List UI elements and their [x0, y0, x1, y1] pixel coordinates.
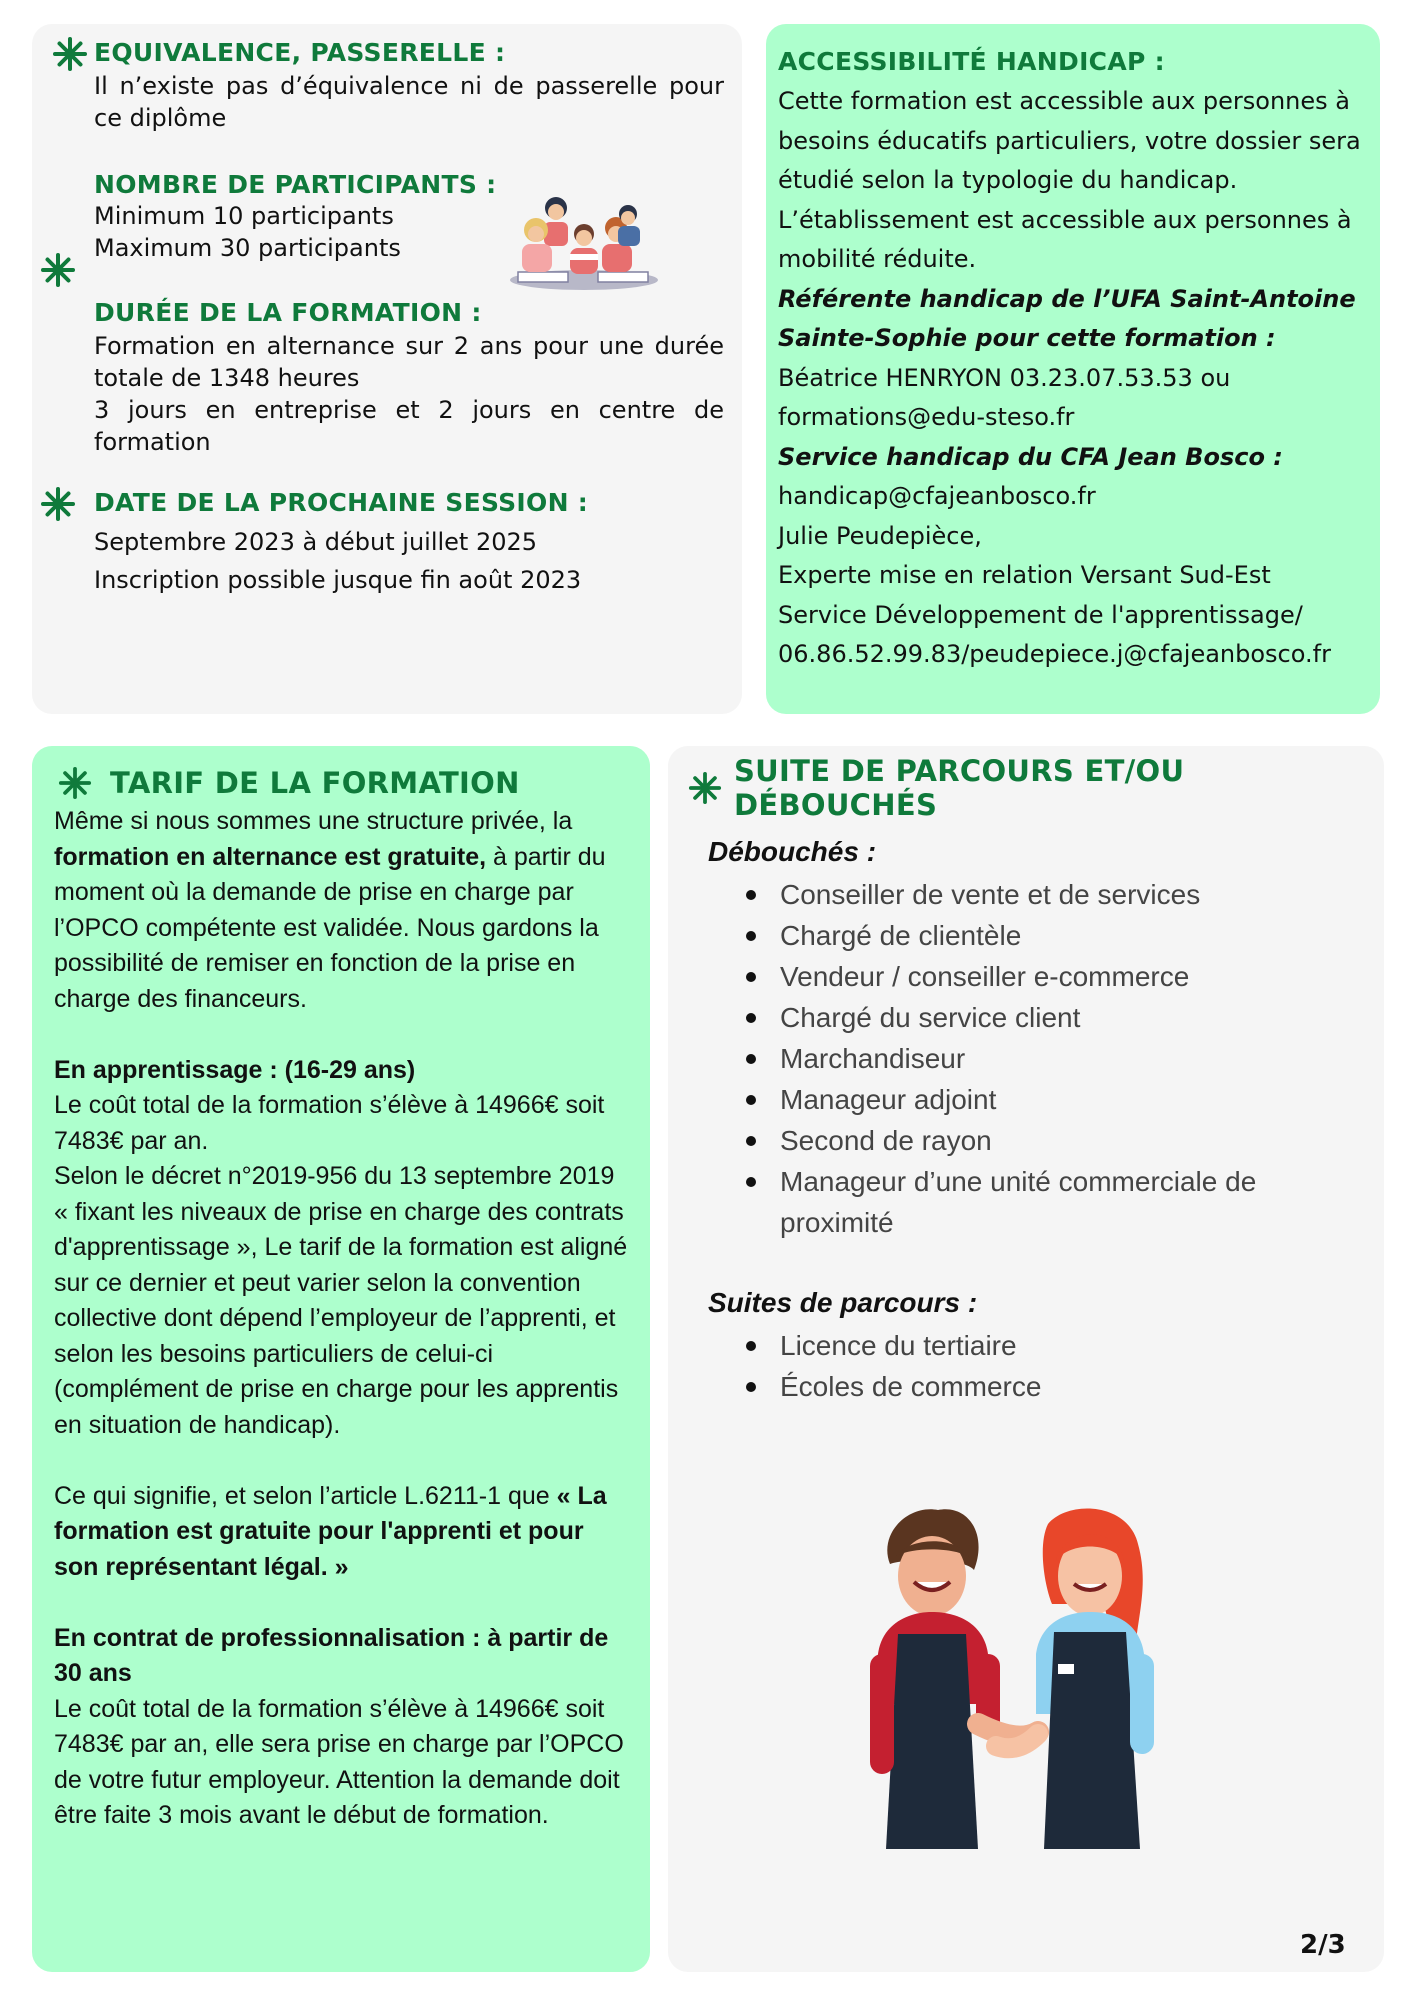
- suite-card: [668, 746, 1384, 1972]
- apprentissage-cost: Le coût total de la formation s’élève à 14966€ soit 7483€ par an.: [54, 1091, 605, 1155]
- sellers-illustration: [868, 1504, 1158, 1849]
- article-text-a: Ce qui signifie, et selon l’article L.6211-1 que: [54, 1481, 557, 1510]
- list-item: Manageur d’une unité commerciale de proximité: [746, 1161, 1364, 1243]
- tarif-intro-a: Même si nous sommes une structure privée, la: [54, 807, 573, 835]
- suite-heading: SUITE DE PARCOURS ET/OU DÉBOUCHÉS: [734, 754, 1185, 822]
- article-text-bold: « La formation est gratuite pour l'apprenti et pour son représentant légal. »: [54, 1481, 607, 1581]
- participants-min: Minimum 10 participants: [94, 202, 394, 230]
- professionnalisation-title: En contrat de professionnalisation : à partir de 30 ans: [54, 1623, 609, 1687]
- students-illustration: [506, 188, 662, 298]
- tarif-intro-bold: formation en alternance est gratuite,: [54, 842, 487, 871]
- list-item: Écoles de commerce: [746, 1366, 1364, 1407]
- page-number: 2/3: [1300, 1930, 1346, 1960]
- session-heading: DATE DE LA PROCHAINE SESSION :: [94, 488, 589, 517]
- referent-contact-2: formations@edu-steso.fr: [778, 403, 1075, 431]
- service-dept: Service Développement de l'apprentissage/: [778, 600, 1303, 629]
- asterisk-icon: [688, 771, 722, 805]
- service-phone: 06.86.52.99.83/peudepiece.j@cfajeanbosco.fr: [778, 640, 1331, 668]
- duree-heading: DURÉE DE LA FORMATION :: [94, 298, 482, 327]
- list-item: Second de rayon: [746, 1120, 1364, 1161]
- parcours-title: Suites de parcours :: [708, 1287, 978, 1318]
- service-title: Service handicap du CFA Jean Bosco :: [778, 442, 1283, 471]
- service-email: handicap@cfajeanbosco.fr: [778, 482, 1096, 510]
- professionnalisation-text: Le coût total de la formation s’élève à 14966€ soit 7483€ par an, elle sera prise en charge par l’OPCO de votre futur employeur. Attention la demande doit être faite 3 mois avant le début de formation.: [54, 1694, 624, 1829]
- list-item: Marchandiseur: [746, 1038, 1364, 1079]
- list-item: Licence du tertiaire: [746, 1325, 1364, 1366]
- info-card: [32, 24, 742, 714]
- asterisk-icon: [58, 766, 92, 800]
- duree-line2: 3 jours en entreprise et 2 jours en centre de formation: [94, 396, 724, 456]
- list-item: Conseiller de vente et de services: [746, 874, 1364, 915]
- list-item: Vendeur / conseiller e-commerce: [746, 956, 1364, 997]
- accessibility-text-1: Cette formation est accessible aux personnes à besoins éducatifs particuliers, votre dossier sera étudié selon la typologie du handicap.: [778, 87, 1361, 194]
- debouches-title: Débouchés :: [708, 836, 877, 867]
- service-name: Julie Peudepièce,: [778, 521, 982, 550]
- list-item: Manageur adjoint: [746, 1079, 1364, 1120]
- duree-line1: Formation en alternance sur 2 ans pour une durée totale de 1348 heures: [94, 332, 724, 392]
- participants-max: Maximum 30 participants: [94, 234, 401, 262]
- asterisk-icon: [52, 36, 88, 72]
- participants-heading: NOMBRE DE PARTICIPANTS :: [94, 170, 497, 199]
- accessibility-heading: ACCESSIBILITÉ HANDICAP :: [778, 47, 1165, 76]
- asterisk-icon: [40, 252, 76, 288]
- apprentissage-title: En apprentissage : (16-29 ans): [54, 1055, 416, 1084]
- session-line1: Septembre 2023 à début juillet 2025: [94, 528, 538, 556]
- tarif-intro: [54, 804, 634, 1017]
- apprentissage-decree: Selon le décret n°2019-956 du 13 septembre 2019 « fixant les niveaux de prise en charge des contrats d'apprentissage », Le tarif de la formation est aligné sur ce dernier et peut varier selon la convention collective dont dépend l’employeur de l’apprenti, et selon les besoins particuliers de celui-ci (complément de prise en charge pour les apprentis en situation de handicap).: [54, 1162, 628, 1439]
- session-line2: Inscription possible jusque fin août 2023: [94, 566, 582, 594]
- service-role: Experte mise en relation Versant Sud-Est: [778, 561, 1271, 589]
- debouches-list: [746, 874, 1364, 1243]
- referent-title: Référente handicap de l’UFA Saint-Antoine Sainte-Sophie pour cette formation :: [778, 284, 1356, 352]
- tarif-intro-b: à partir du moment où la demande de prise en charge par l’OPCO compétente est validée. Nous gardons la possibilité de remiser en fonction de la prise en charge des financeurs.: [54, 842, 606, 1013]
- tarif-card: [32, 746, 650, 1972]
- accessibility-card: [766, 24, 1380, 714]
- equivalence-heading: EQUIVALENCE, PASSERELLE :: [94, 38, 506, 67]
- tarif-heading: TARIF DE LA FORMATION: [110, 766, 520, 800]
- parcours-list: [746, 1325, 1364, 1407]
- accessibility-text-2: L’établissement est accessible aux personnes à mobilité réduite.: [778, 205, 1352, 273]
- referent-contact-1: Béatrice HENRYON 03.23.07.53.53 ou: [778, 363, 1231, 392]
- list-item: Chargé du service client: [746, 997, 1364, 1038]
- list-item: Chargé de clientèle: [746, 915, 1364, 956]
- equivalence-text: Il n’existe pas d’équivalence ni de passerelle pour ce diplôme: [94, 72, 724, 132]
- asterisk-icon: [40, 486, 76, 522]
- article-text: [54, 1479, 634, 1586]
